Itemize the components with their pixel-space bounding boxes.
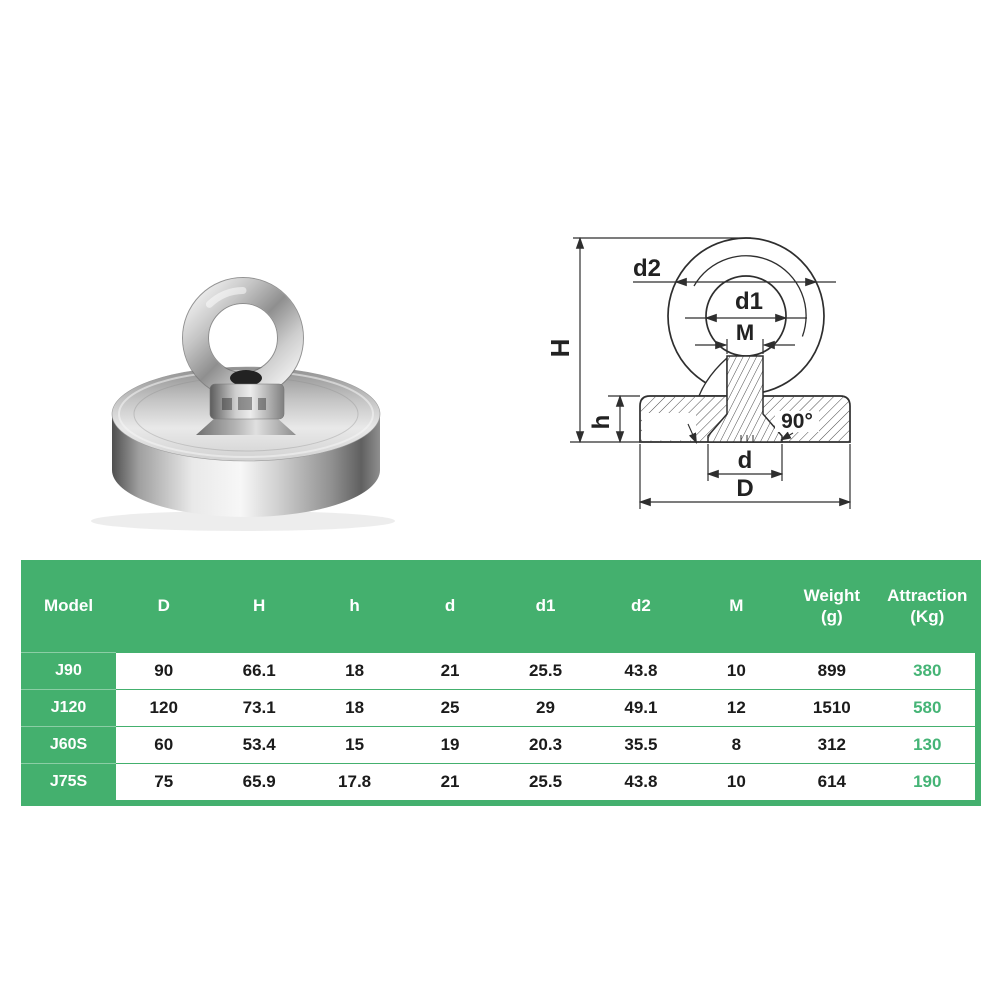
drawing-boss-wedge — [699, 358, 727, 396]
dim-label-M: M — [735, 320, 755, 345]
cell-attraction: 580 — [880, 690, 975, 726]
product-photo — [50, 245, 450, 535]
cell-d: 19 — [402, 727, 497, 763]
model-cell: J90 — [21, 653, 116, 690]
table-row — [21, 764, 975, 800]
cell-H: 65.9 — [211, 764, 306, 800]
table-row — [21, 653, 975, 690]
cell-h: 15 — [307, 727, 402, 763]
cell-d1: 25.5 — [498, 653, 593, 689]
cell-d2: 49.1 — [593, 690, 688, 726]
cell-d1: 25.5 — [498, 764, 593, 800]
col-header-M: M — [729, 596, 744, 616]
cell-attraction: 130 — [880, 727, 975, 763]
collar-nut — [210, 384, 284, 419]
cell-h: 18 — [307, 653, 402, 689]
cell-weight: 899 — [784, 653, 879, 689]
cell-d: 21 — [402, 764, 497, 800]
dimension-diagram-svg — [545, 190, 880, 520]
cell-d: 25 — [402, 690, 497, 726]
col-header-model: Model — [21, 560, 116, 653]
cell-d1: 29 — [498, 690, 593, 726]
dimension-lines — [570, 238, 850, 509]
pot-magnet-photo-svg — [50, 245, 450, 535]
socket-recess — [230, 370, 262, 386]
dim-label-angle: 90° — [781, 410, 813, 433]
cell-weight: 614 — [784, 764, 879, 800]
model-cell: J120 — [21, 690, 116, 727]
spec-table — [21, 560, 981, 806]
col-header-d: d — [444, 596, 456, 616]
spec-table-header-row — [21, 560, 975, 653]
col-header-attraction: Attraction (Kg) — [887, 585, 968, 626]
cell-attraction: 380 — [880, 653, 975, 689]
col-header-H: H — [253, 596, 266, 616]
cell-H: 73.1 — [211, 690, 306, 726]
cell-H: 66.1 — [211, 653, 306, 689]
cell-h: 18 — [307, 690, 402, 726]
cell-D: 120 — [116, 690, 211, 726]
col-header-D: D — [157, 596, 170, 616]
cell-d1: 20.3 — [498, 727, 593, 763]
cell-H: 53.4 — [211, 727, 306, 763]
cell-M: 8 — [689, 727, 784, 763]
cell-weight: 312 — [784, 727, 879, 763]
model-cell: J75S — [21, 764, 116, 800]
dim-label-d2: d2 — [632, 255, 662, 282]
cell-d: 21 — [402, 653, 497, 689]
cell-M: 10 — [689, 764, 784, 800]
dim-label-H: H — [545, 338, 575, 358]
cell-d2: 35.5 — [593, 727, 688, 763]
cell-D: 90 — [116, 653, 211, 689]
table-row — [21, 727, 975, 764]
cell-D: 60 — [116, 727, 211, 763]
col-header-h: h — [349, 596, 360, 616]
dim-label-d1: d1 — [734, 288, 764, 315]
cell-D: 75 — [116, 764, 211, 800]
cell-d2: 43.8 — [593, 764, 688, 800]
dim-label-h: h — [588, 414, 615, 430]
cell-d2: 43.8 — [593, 653, 688, 689]
dimension-diagram — [545, 190, 880, 520]
cell-weight: 1510 — [784, 690, 879, 726]
table-row — [21, 690, 975, 727]
dim-label-D: D — [736, 475, 754, 502]
col-header-d2: d2 — [631, 596, 651, 616]
cell-M: 12 — [689, 690, 784, 726]
cell-h: 17.8 — [307, 764, 402, 800]
dim-label-d: d — [737, 447, 753, 474]
cell-attraction: 190 — [880, 764, 975, 800]
col-header-weight: Weight (g) — [803, 585, 860, 626]
model-cell: J60S — [21, 727, 116, 764]
col-header-d1: d1 — [535, 596, 556, 616]
cell-M: 10 — [689, 653, 784, 689]
